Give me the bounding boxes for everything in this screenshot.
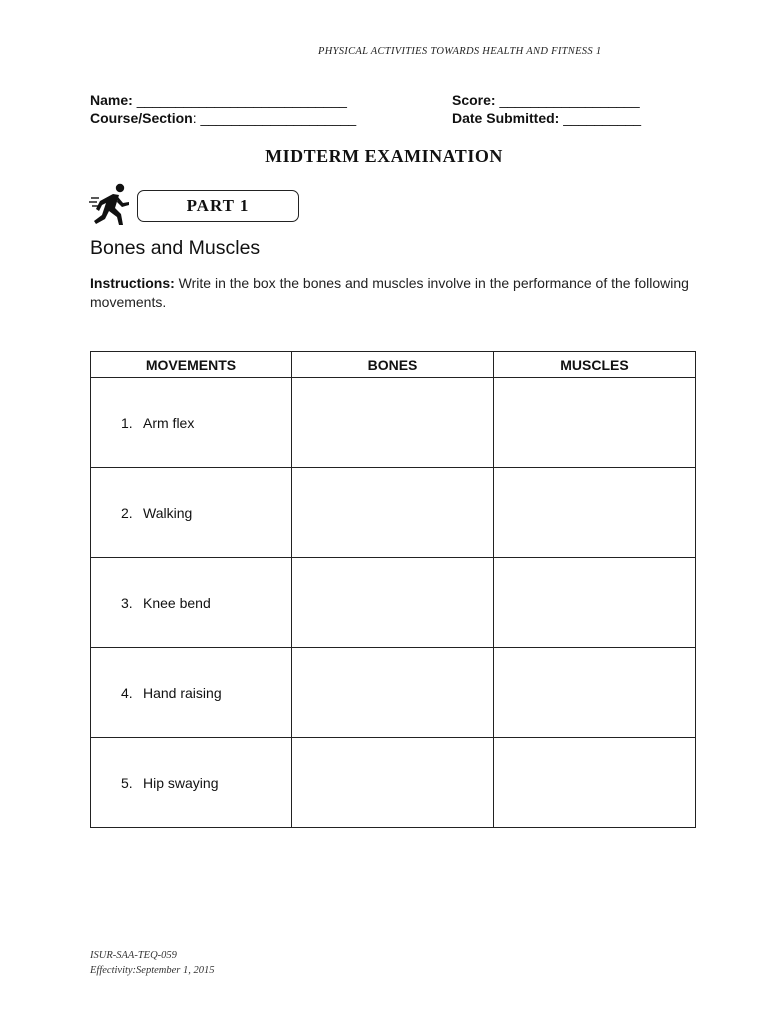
course-header: PHYSICAL ACTIVITIES TOWARDS HEALTH AND FITNESS 1 [318, 46, 602, 57]
movement-cell [91, 558, 292, 648]
bones-answer-cell[interactable] [292, 648, 494, 738]
running-person-icon [89, 181, 133, 227]
bones-answer-cell[interactable] [292, 558, 494, 648]
document-code: ISUR-SAA-TEQ-059 [90, 950, 177, 961]
muscles-answer-cell[interactable] [494, 378, 696, 468]
course-section-field [90, 110, 356, 126]
score-line: __________________ [499, 92, 640, 108]
bones-answer-cell[interactable] [292, 738, 494, 828]
score-label: Score: [452, 92, 496, 108]
table-row [91, 468, 696, 558]
answer-table [90, 351, 696, 828]
movement-cell [91, 468, 292, 558]
movement-cell [91, 738, 292, 828]
movement-text: Knee bend [143, 594, 211, 611]
bones-answer-cell[interactable] [292, 378, 494, 468]
movement-text: Hip swaying [143, 774, 219, 791]
score-field [452, 92, 640, 108]
part-label-box [137, 190, 299, 222]
muscles-answer-cell[interactable] [494, 468, 696, 558]
date-submitted-label: Date Submitted: [452, 110, 560, 126]
row-number: 2. [121, 504, 133, 521]
instructions-label: Instructions: [90, 275, 175, 291]
name-label: Name: [90, 92, 133, 108]
course-section-line: : ____________________ [192, 110, 357, 126]
date-submitted-field [452, 110, 641, 126]
instructions-text: Write in the box the bones and muscles involve in the performance of the following movements. [90, 275, 689, 310]
table-header-row [91, 352, 696, 378]
name-line: ___________________________ [136, 92, 347, 108]
part-label: PART 1 [186, 196, 250, 215]
header-muscles: MUSCLES [494, 352, 696, 378]
muscles-answer-cell[interactable] [494, 738, 696, 828]
header-bones: BONES [292, 352, 494, 378]
muscles-answer-cell[interactable] [494, 558, 696, 648]
row-number: 4. [121, 684, 133, 701]
section-title: Bones and Muscles [90, 237, 261, 259]
movement-text: Arm flex [143, 414, 195, 431]
movement-text: Walking [143, 504, 193, 521]
table-row [91, 738, 696, 828]
effectivity-date: Effectivity:September 1, 2015 [90, 965, 215, 976]
name-field [90, 92, 347, 108]
movement-cell [91, 648, 292, 738]
document-footer [90, 948, 215, 978]
header-movements: MOVEMENTS [91, 352, 292, 378]
movement-cell [91, 378, 292, 468]
table-row [91, 378, 696, 468]
movement-text: Hand raising [143, 684, 222, 701]
row-number: 1. [121, 414, 133, 431]
course-section-label: Course/Section [90, 110, 193, 126]
muscles-answer-cell[interactable] [494, 648, 696, 738]
row-number: 5. [121, 774, 133, 791]
bones-answer-cell[interactable] [292, 468, 494, 558]
row-number: 3. [121, 594, 133, 611]
table-row [91, 648, 696, 738]
instructions [90, 274, 690, 312]
exam-title: MIDTERM EXAMINATION [265, 146, 503, 166]
date-submitted-line: __________ [563, 110, 642, 126]
table-row [91, 558, 696, 648]
